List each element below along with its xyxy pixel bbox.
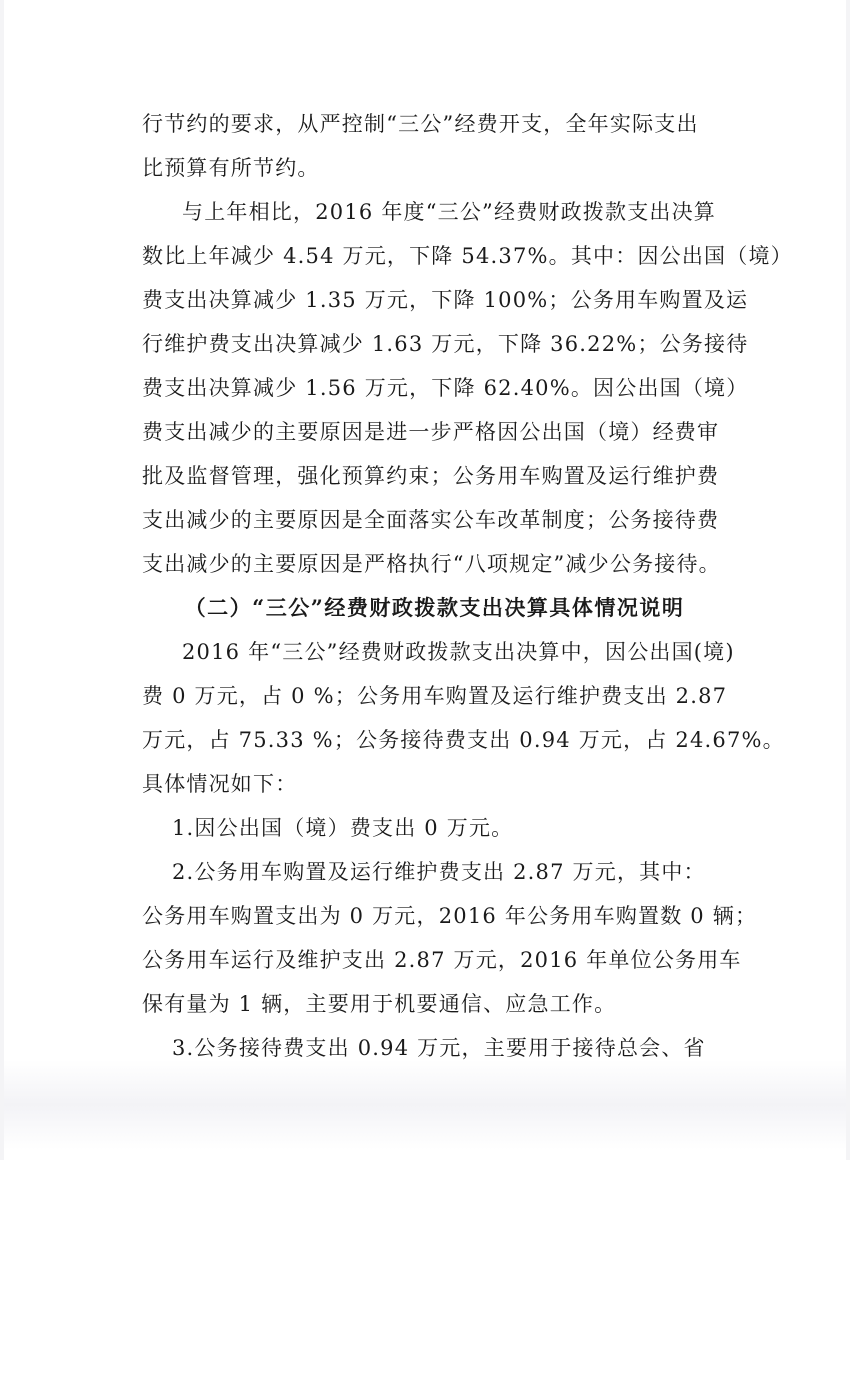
text-line: 比预算有所节约。 — [142, 156, 320, 180]
text-line: 费支出减少的主要原因是进一步严格因公出国（境）经费审 — [142, 420, 720, 444]
text-line: 费 0 万元，占 0 %；公务用车购置及运行维护费支出 2.87 — [142, 684, 728, 708]
list-item: 1.因公出国（境）费支出 0 万元。 — [172, 816, 514, 840]
text-line: 批及监督管理，强化预算约束；公务用车购置及运行维护费 — [142, 464, 720, 488]
text-line: 支出减少的主要原因是全面落实公车改革制度；公务接待费 — [142, 508, 720, 532]
body-text — [142, 102, 793, 1070]
text-line: 公务用车购置支出为 0 万元，2016 年公务用车购置数 0 辆； — [142, 904, 758, 928]
text-line: 公务用车运行及维护支出 2.87 万元，2016 年单位公务用车 — [142, 948, 742, 972]
scan-edge-left — [0, 0, 4, 1160]
text-line: 支出减少的主要原因是严格执行“八项规定”减少公务接待。 — [142, 552, 721, 576]
text-line: 数比上年减少 4.54 万元，下降 54.37%。其中：因公出国（境） — [142, 244, 793, 268]
scan-edge-right — [846, 0, 850, 1160]
paragraph-start: 2016 年“三公”经费财政拨款支出决算中，因公出国(境) — [182, 640, 735, 664]
list-item: 3.公务接待费支出 0.94 万元，主要用于接待总会、省 — [172, 1036, 706, 1060]
text-line: 费支出决算减少 1.56 万元，下降 62.40%。因公出国（境） — [142, 376, 749, 400]
text-line: 具体情况如下： — [142, 772, 298, 796]
paragraph-start: 与上年相比，2016 年度“三公”经费财政拨款支出决算 — [182, 200, 716, 224]
text-line: 行维护费支出决算减少 1.63 万元，下降 36.22%；公务接待 — [142, 332, 749, 356]
text-line: 万元，占 75.33 %；公务接待费支出 0.94 万元，占 24.67%。 — [142, 728, 785, 752]
text-line: 费支出决算减少 1.35 万元，下降 100%；公务用车购置及运 — [142, 288, 749, 312]
text-line: 行节约的要求，从严控制“三公”经费开支，全年实际支出 — [142, 112, 699, 136]
scan-shadow — [0, 1060, 850, 1150]
list-item: 2.公务用车购置及运行维护费支出 2.87 万元，其中： — [172, 860, 706, 884]
text-line: 保有量为 1 辆，主要用于机要通信、应急工作。 — [142, 992, 617, 1016]
section-heading: （二）“三公”经费财政拨款支出决算具体情况说明 — [184, 595, 685, 620]
